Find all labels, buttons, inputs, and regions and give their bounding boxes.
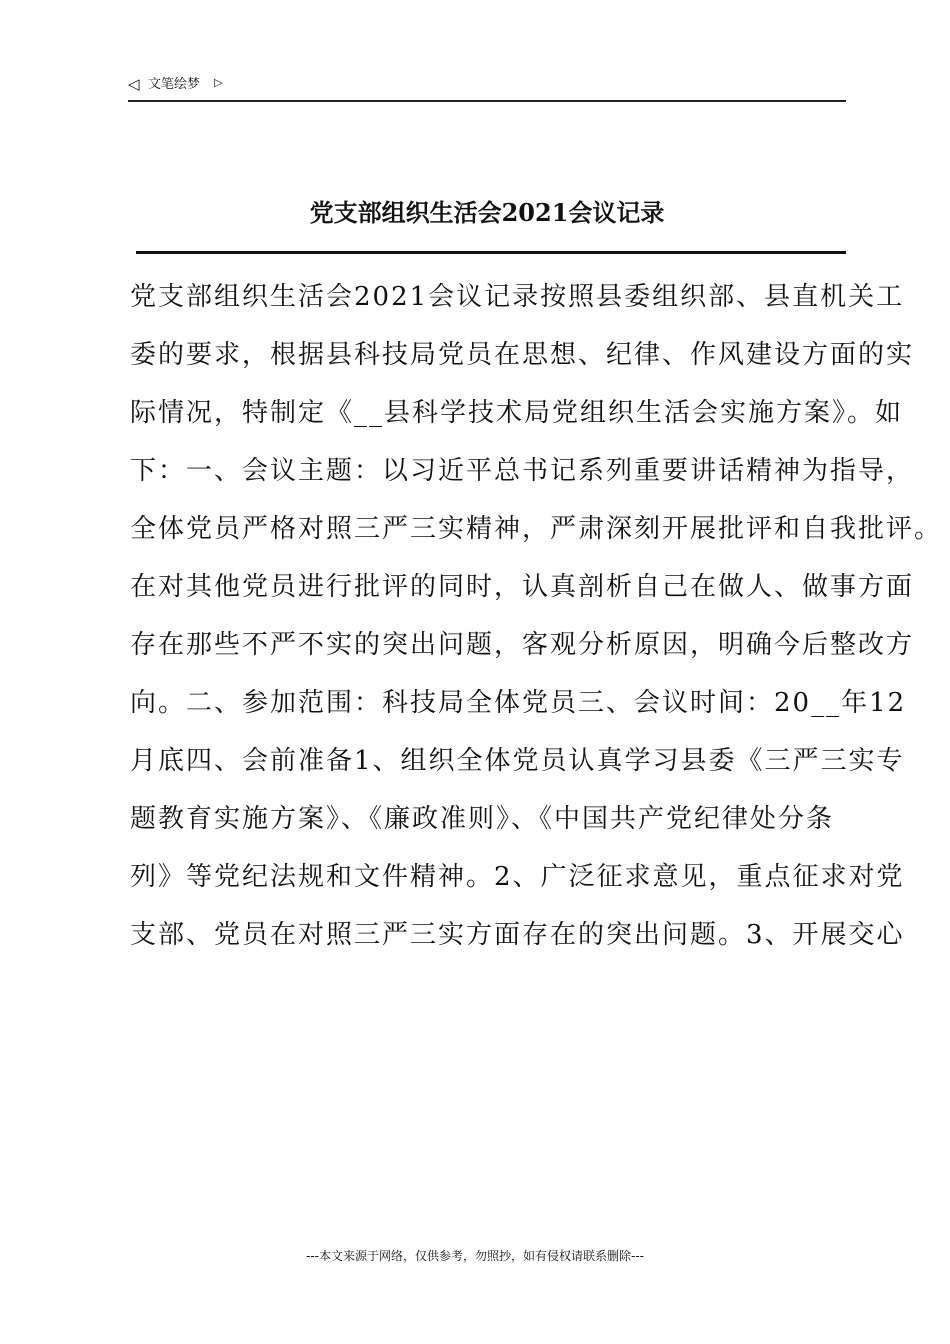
body-text bbox=[130, 268, 943, 964]
body-line: 全体党员严格对照三严三实精神，严肃深刻开展批评和自我批评。 bbox=[130, 514, 943, 544]
footer-disclaimer: ---本文来源于网络，仅供参考，勿照抄，如有侵权请联系删除--- bbox=[306, 1249, 644, 1263]
page-header bbox=[128, 74, 846, 102]
title-divider bbox=[136, 251, 846, 254]
body-line: 支部、党员在对照三严三实方面存在的突出问题。3、开展交心 bbox=[130, 920, 905, 950]
document-title: 党支部组织生活会2021会议记录 bbox=[309, 198, 665, 227]
triangle-left-icon: ◁ bbox=[128, 75, 140, 93]
body-line: 下：一、会议主题：以习近平总书记系列重要讲话精神为指导， bbox=[130, 456, 915, 486]
body-line: 委的要求，根据县科技局党员在思想、纪律、作风建设方面的实 bbox=[130, 340, 915, 370]
body-line: 向。二、参加范围：科技局全体党员三、会议时间：20__年12 bbox=[130, 688, 907, 718]
body-line: 存在那些不严不实的突出问题，客观分析原因，明确今后整改方 bbox=[130, 630, 915, 660]
body-line: 党支部组织生活会2021会议记录按照县委组织部、县直机关工 bbox=[130, 282, 905, 312]
body-line: 际情况，特制定《__县科学技术局党组织生活会实施方案》。如 bbox=[130, 398, 904, 428]
body-line: 列》等党纪法规和文件精神。2、广泛征求意见，重点征求对党 bbox=[130, 862, 905, 892]
triangle-right-icon: ▷ bbox=[214, 76, 223, 89]
body-line: 月底四、会前准备1、组织全体党员认真学习县委《三严三实专 bbox=[130, 746, 905, 776]
body-line: 题教育实施方案》、《廉政准则》、《中国共产党纪律处分条 bbox=[130, 804, 835, 834]
header-label: 文笔绘梦 bbox=[148, 77, 201, 92]
body-line: 在对其他党员进行批评的同时，认真剖析自己在做人、做事方面 bbox=[130, 572, 915, 602]
